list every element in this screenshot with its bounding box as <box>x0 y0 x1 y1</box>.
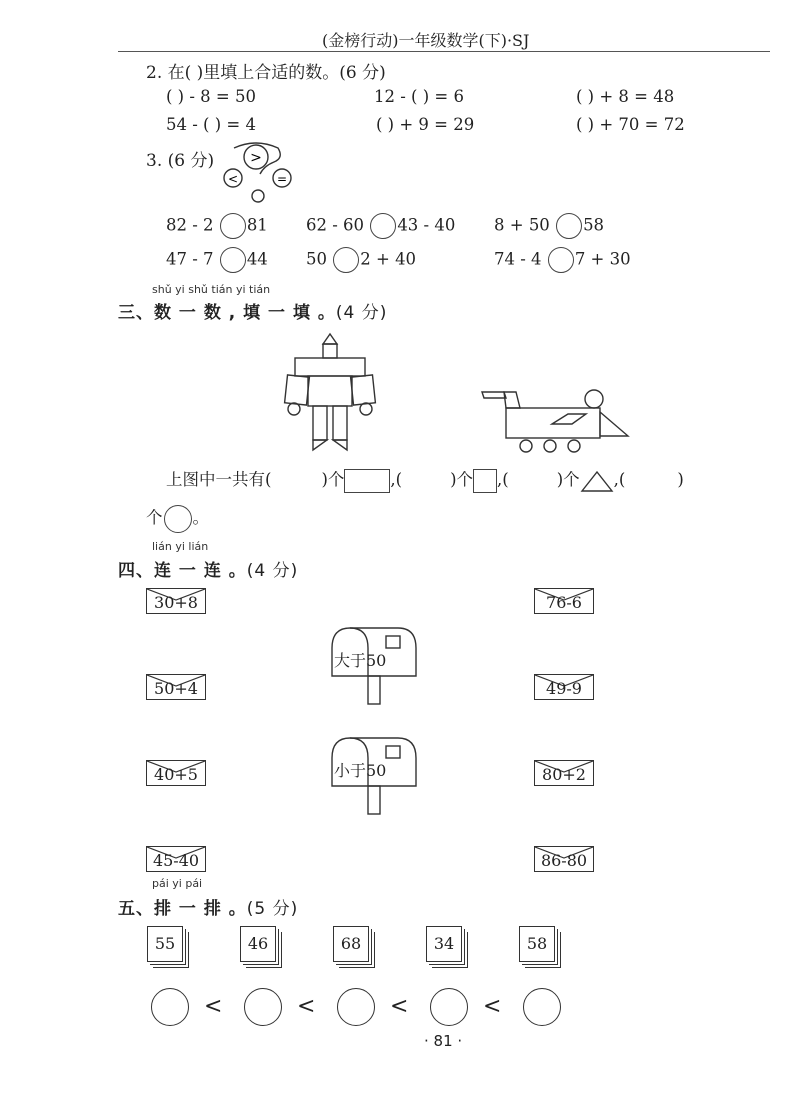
envelope-right-1[interactable]: 76-6 <box>534 588 594 614</box>
envelope-right-3[interactable]: 80+2 <box>534 760 594 786</box>
square-shape <box>473 469 497 493</box>
page-header: (金榜行动)一年级数学(下)·SJ <box>322 31 530 50</box>
compare-circle[interactable] <box>220 247 246 273</box>
robot-figure <box>280 330 380 452</box>
q2-eq-1: ( ) - 8 = 50 <box>166 87 256 106</box>
sec4-pinyin: lián yi lián <box>152 540 209 553</box>
symbol-lt: < <box>227 172 239 186</box>
compare-circle[interactable] <box>220 213 246 239</box>
sec3-fill-sentence: 上图中一共有( )个 ,( )个 ,( )个 ,( ) <box>166 466 684 493</box>
sec3-fill-line2: 个 。 <box>146 504 209 533</box>
q3-item-5: 50 2 + 40 <box>306 247 416 273</box>
number-card: 68 <box>333 926 369 962</box>
compare-circle[interactable] <box>333 247 359 273</box>
symbol-gt: > <box>250 150 262 166</box>
q3-item-4: 47 - 7 44 <box>166 247 268 273</box>
compare-circle[interactable] <box>556 213 582 239</box>
answer-circle[interactable] <box>430 988 468 1026</box>
envelope-right-2[interactable]: 49-9 <box>534 674 594 700</box>
mailbox-less-label: 小于50 <box>334 761 387 780</box>
train-figure <box>480 384 632 456</box>
q2-eq-6: ( ) + 70 = 72 <box>576 115 685 134</box>
q2-title: 2. 在( )里填上合适的数。(6 分) <box>146 63 386 83</box>
envelope-left-1[interactable]: 30+8 <box>146 588 206 614</box>
envelope-right-4[interactable]: 86-80 <box>534 846 594 872</box>
q3-title: 3. (6 分) <box>146 151 215 171</box>
answer-circle[interactable] <box>151 988 189 1026</box>
mailbox-greater-label: 大于50 <box>334 651 387 670</box>
q3-item-6: 74 - 4 7 + 30 <box>494 247 631 273</box>
q2-eq-5: ( ) + 9 = 29 <box>376 115 475 134</box>
envelope-left-3[interactable]: 40+5 <box>146 760 206 786</box>
number-card: 34 <box>426 926 462 962</box>
compare-circle[interactable] <box>370 213 396 239</box>
mailbox-greater[interactable] <box>328 624 420 706</box>
sec5-heading: 五、排 一 排 。(5 分) <box>118 899 299 919</box>
number-card: 55 <box>147 926 183 962</box>
number-card: 58 <box>519 926 555 962</box>
less-than-sign: < <box>390 994 409 1019</box>
rectangle-shape <box>344 469 390 493</box>
answer-circle[interactable] <box>244 988 282 1026</box>
sec3-heading: 三、数 一 数 , 填 一 填 。(4 分) <box>118 303 388 323</box>
compare-symbols-icon <box>220 140 296 206</box>
envelope-left-4[interactable]: 45-40 <box>146 846 206 872</box>
sec4-heading: 四、连 一 连 。(4 分) <box>118 561 299 581</box>
triangle-shape <box>580 469 614 493</box>
mailbox-less[interactable] <box>328 734 420 816</box>
circle-shape <box>164 505 192 533</box>
sec3-pinyin: shǔ yi shǔ tián yi tián <box>152 283 271 296</box>
q2-eq-3: ( ) + 8 = 48 <box>576 87 675 106</box>
number-card: 46 <box>240 926 276 962</box>
header-rule <box>118 51 770 52</box>
symbol-eq: = <box>276 172 288 186</box>
compare-circle[interactable] <box>548 247 574 273</box>
less-than-sign: < <box>297 994 316 1019</box>
less-than-sign: < <box>483 994 502 1019</box>
q3-item-1: 82 - 2 81 <box>166 213 268 239</box>
q2-eq-4: 54 - ( ) = 4 <box>166 115 256 134</box>
answer-circle[interactable] <box>523 988 561 1026</box>
page-number: · 81 · <box>424 1032 463 1050</box>
envelope-left-2[interactable]: 50+4 <box>146 674 206 700</box>
q2-eq-2: 12 - ( ) = 6 <box>374 87 464 106</box>
q3-item-2: 62 - 60 43 - 40 <box>306 213 455 239</box>
sec5-pinyin: pái yi pái <box>152 877 203 890</box>
q3-item-3: 8 + 50 58 <box>494 213 604 239</box>
less-than-sign: < <box>204 994 223 1019</box>
answer-circle[interactable] <box>337 988 375 1026</box>
